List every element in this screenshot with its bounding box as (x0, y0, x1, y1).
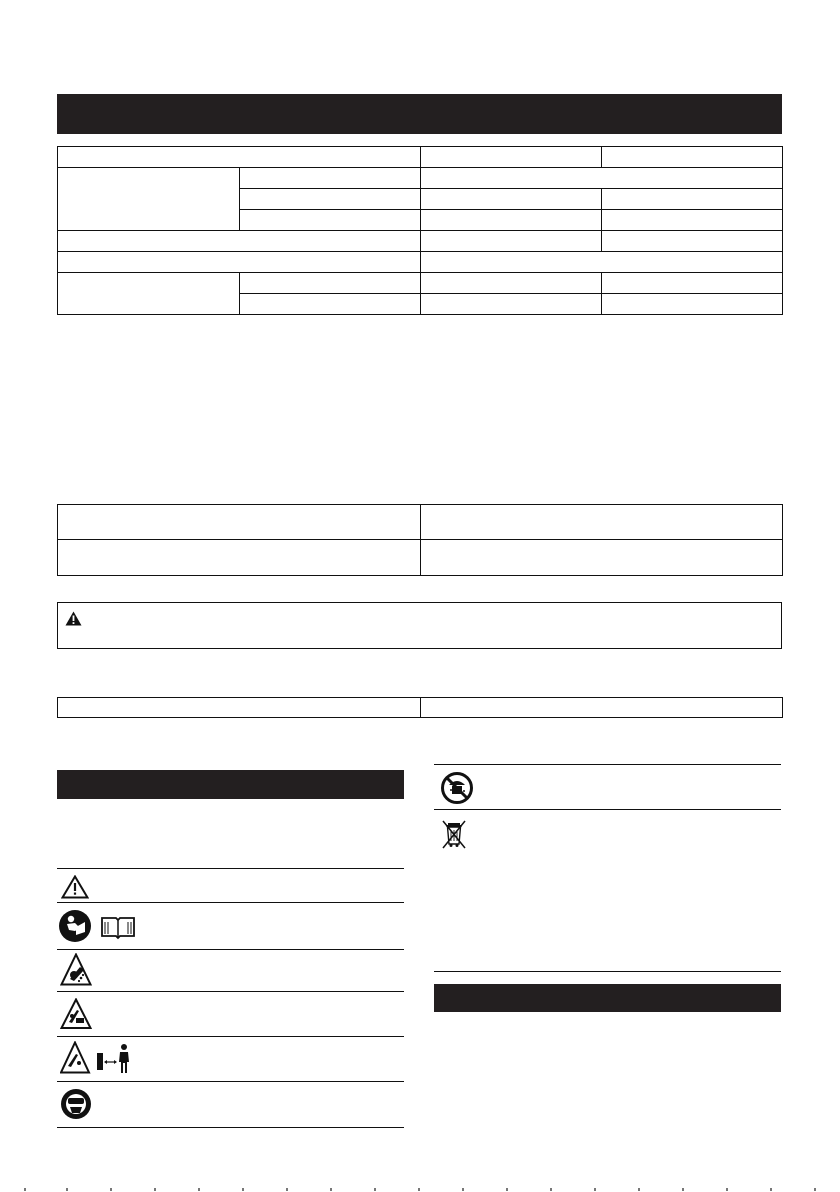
divider (57, 1036, 404, 1037)
spec-cell (602, 273, 783, 294)
table-row (58, 168, 783, 189)
read-manual-icon (58, 908, 138, 944)
noise-cell (58, 698, 421, 718)
spec-cell (240, 189, 421, 210)
battery-table (57, 504, 783, 576)
general-warning-icon (61, 875, 89, 899)
specifications-header (57, 94, 782, 134)
wear-protection-icon (60, 1088, 92, 1120)
divider (57, 902, 404, 903)
symbols-header (57, 770, 404, 799)
divider (434, 764, 781, 765)
spec-cell (602, 231, 783, 252)
spec-cell (421, 168, 783, 189)
spec-cell (421, 189, 602, 210)
page-bottom-edge (0, 1186, 840, 1192)
table-row (58, 147, 783, 168)
spec-cell (240, 294, 421, 315)
spec-cell (58, 252, 421, 273)
spec-cell (421, 294, 602, 315)
intended-use-header (434, 984, 781, 1012)
spec-cell (240, 273, 421, 294)
divider (57, 949, 404, 950)
spec-cell (240, 210, 421, 231)
noise-table (57, 697, 783, 718)
spec-cell (421, 147, 602, 168)
spec-cell (240, 168, 421, 189)
weee-bin-icon (440, 818, 468, 850)
spec-cell (58, 168, 240, 231)
spec-cell (58, 147, 421, 168)
specifications-table (57, 146, 783, 315)
spec-cell (602, 294, 783, 315)
divider (57, 1081, 404, 1082)
spec-cell (602, 147, 783, 168)
spec-cell (58, 273, 240, 315)
spec-cell (602, 210, 783, 231)
keep-distance-icon (60, 1041, 136, 1075)
spec-cell (58, 231, 421, 252)
table-row (58, 273, 783, 294)
spec-cell (421, 273, 602, 294)
table-row (58, 540, 783, 576)
table-row (58, 252, 783, 273)
battery-cell (58, 505, 421, 540)
flying-objects-icon (60, 953, 92, 987)
battery-cell (421, 540, 783, 576)
spec-cell (421, 252, 783, 273)
spec-cell (421, 210, 602, 231)
battery-cell (421, 505, 783, 540)
noise-cell (421, 698, 783, 718)
do-not-expose-rain-icon (440, 771, 474, 805)
divider (57, 868, 404, 869)
divider (57, 1127, 404, 1128)
table-row (58, 698, 783, 718)
spec-cell (421, 231, 602, 252)
divider (57, 991, 404, 992)
warning-box (57, 602, 782, 649)
divider (434, 971, 781, 972)
table-row (58, 231, 783, 252)
table-row (58, 505, 783, 540)
spec-cell (602, 189, 783, 210)
battery-cell (58, 540, 421, 576)
warning-triangle-icon (65, 611, 82, 626)
falling-object-icon (60, 998, 92, 1030)
divider (434, 809, 781, 810)
